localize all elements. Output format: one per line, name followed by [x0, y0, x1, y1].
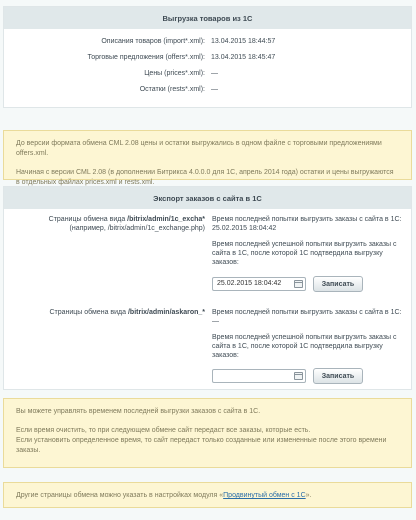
note3-text: Другие страницы обмена можно указать в настройках модуля «: [16, 492, 224, 499]
note1-paragraph-2: Начиная с версии CML 2.08 (в дополнении Битрикса 4.0.0.0 для 1С, апрель 2014 года) остатки и цены выгружаются в отдельных файлах prices.xml и rests.xml.: [16, 169, 394, 186]
exchange-page-2-label: [49, 308, 205, 317]
offers-row-label: Торговые предложения (offers*.xml):: [87, 54, 205, 61]
order-time-note: [3, 398, 412, 468]
note1-paragraph-1: До версии формата обмена CML 2.08 цены и остатки выгружались в одном файле с торговыми предложениями offers.xml.: [16, 140, 382, 157]
last-attempt-label: Время последней попытки выгрузить заказы с сайта в 1С:: [212, 216, 402, 223]
offers-row: [4, 53, 411, 63]
calendar-icon[interactable]: [294, 372, 303, 380]
save-button-2[interactable]: Записать: [313, 368, 363, 384]
exchange-page-1-prefix: Страницы обмена вида: [48, 216, 128, 223]
note2-set-text: Если установить определенное время, то сайт передаст только созданные или измененные после этого времени заказы.: [16, 437, 387, 454]
prices-row-label: Цены (prices*.xml):: [144, 70, 205, 77]
rests-row-value: —: [211, 86, 218, 93]
rests-row-label: Остатки (rests*.xml):: [139, 86, 205, 93]
exchange-page-1-example: (например, /bitrix/admin/1c_exchange.php): [69, 225, 205, 232]
advanced-exchange-link[interactable]: Продвинутый обмен с 1С: [223, 492, 306, 499]
last-attempt-value: 25.02.2015 18:04:42: [212, 225, 277, 232]
note2-paragraph-2: [16, 426, 399, 456]
export-panel-title: Экспорт заказов с сайта в 1С: [4, 187, 411, 209]
import-row-label: Описания товаров (import*.xml):: [101, 38, 205, 45]
exchange-page-1-label: [49, 215, 205, 233]
last-attempt-label-2: Время последней попытки выгрузить заказы с сайта в 1С:: [212, 309, 402, 316]
save-button[interactable]: Записать: [313, 276, 363, 292]
exchange-page-2-prefix: Страницы обмена вида: [49, 309, 128, 316]
offers-row-value: 13.04.2015 18:45:47: [211, 54, 276, 61]
prices-row: [4, 69, 411, 79]
export-panel: [3, 186, 412, 390]
last-success-label-2: Время последней успешной попытки выгрузить заказы с сайта в 1С, после которой 1С подтвердила выгрузку заказов:: [212, 334, 397, 359]
exchange-page-1-info: [212, 215, 410, 267]
cml-version-note: [3, 130, 412, 186]
import-panel: [3, 6, 412, 108]
import-row: [4, 37, 411, 47]
last-success-date-input[interactable]: 25.02.2015 18:04:42: [212, 277, 306, 291]
last-success-date-input-2[interactable]: [212, 369, 306, 383]
prices-row-value: —: [211, 70, 218, 77]
exchange-page-2-info: [212, 308, 410, 360]
module-settings-note: [3, 482, 412, 508]
rests-row: [4, 85, 411, 95]
note2-clear-text: Если время очистить, то при следующем обмене сайт передаст все заказы, которые есть.: [16, 427, 311, 434]
last-attempt-value-2: —: [212, 318, 219, 325]
import-panel-title: Выгрузка товаров из 1С: [4, 7, 411, 29]
import-row-value: 13.04.2015 18:44:57: [211, 38, 276, 45]
last-success-label: Время последней успешной попытки выгрузить заказы с сайта в 1С, после которой 1С подтвердила выгрузку заказов:: [212, 241, 397, 266]
note3-suffix: ».: [305, 492, 312, 499]
exchange-page-1-path: /bitrix/admin/1c_excha*: [127, 216, 205, 223]
note2-paragraph-1: Вы можете управлять временем последней выгрузки заказов с сайта в 1С.: [16, 408, 261, 415]
calendar-icon[interactable]: [294, 280, 303, 288]
exchange-page-2-path: /bitrix/admin/askaron_*: [127, 309, 205, 316]
